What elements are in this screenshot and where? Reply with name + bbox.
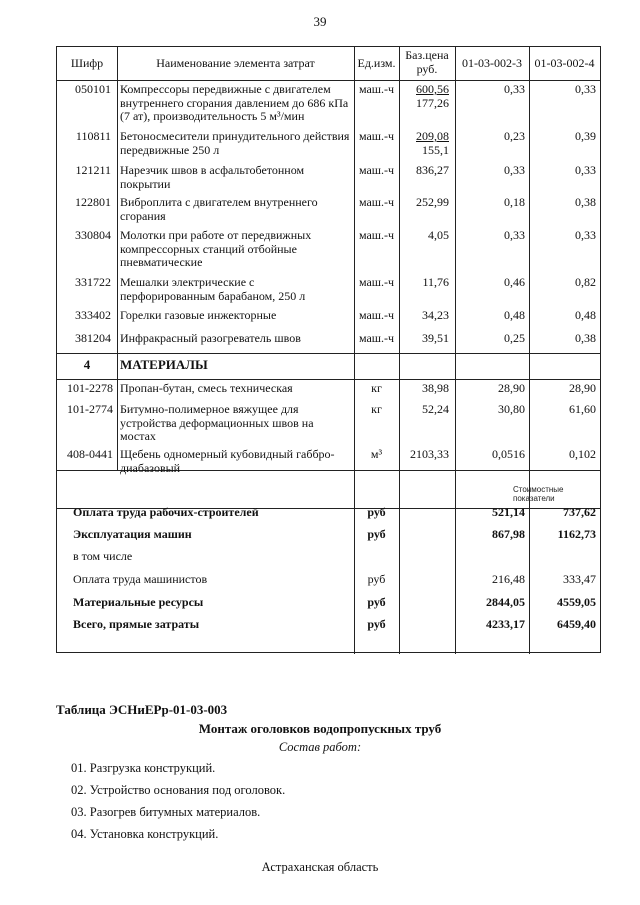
row-value-1: 0,48 xyxy=(504,308,525,322)
row-price: 52,24 xyxy=(422,402,449,416)
row-value-2: 0,48 xyxy=(575,308,596,322)
work-item: 03. Разогрев битумных материалов. xyxy=(71,805,261,819)
work-item: 01. Разгрузка конструкций. xyxy=(71,761,216,775)
row-name: Молотки при работе от передвижных компрессорных станций отбойные пневматические xyxy=(120,228,312,269)
summary-label: Оплата труда рабочих-строителей xyxy=(73,505,259,519)
row-price: 39,51 xyxy=(422,331,449,345)
row-value-1: 0,46 xyxy=(504,275,525,289)
row-name: Инфракрасный разогреватель швов xyxy=(120,331,301,345)
row-price: 4,05 xyxy=(428,228,449,242)
region-footer: Астраханская область xyxy=(261,860,379,874)
row-code: 331722 xyxy=(75,275,111,289)
row-name: Горелки газовые инжекторные xyxy=(120,308,277,322)
row-price: 11,76 xyxy=(422,275,449,289)
row-value-1: 0,33 xyxy=(504,82,525,96)
summary-value-1: 4233,17 xyxy=(486,617,525,631)
header-unit: Ед.изм. xyxy=(357,56,396,70)
row-name: Щебень одномерный кубовидный габбро-диабазовый xyxy=(120,447,335,475)
summary-label: в том числе xyxy=(73,549,133,563)
row-value-2: 0,102 xyxy=(569,447,596,461)
row-value-1: 0,0516 xyxy=(492,447,525,461)
row-value-2: 0,33 xyxy=(575,228,596,242)
row-name: Виброплита с двигателем внутреннего сгорания xyxy=(120,195,318,223)
row-code: 101-2278 xyxy=(67,381,113,395)
row-unit: кг xyxy=(371,402,382,416)
row-value-2: 61,60 xyxy=(569,402,596,416)
work-item: 04. Установка конструкций. xyxy=(71,827,219,841)
row-unit: маш.-ч xyxy=(358,308,395,322)
row-value-2: 0,38 xyxy=(575,331,596,345)
cost-table xyxy=(56,46,601,653)
row-unit: маш.-ч xyxy=(358,129,395,143)
summary-label: Эксплуатация машин xyxy=(73,527,192,541)
row-value-2: 28,90 xyxy=(569,381,596,395)
table-subtitle: Монтаж оголовков водопропускных труб xyxy=(198,721,442,736)
header-divider xyxy=(57,80,600,81)
row-value-1: 0,18 xyxy=(504,195,525,209)
summary-unit: руб xyxy=(367,617,386,631)
row-name: Бетоносмесители принудительного действия передвижные 250 л xyxy=(120,129,350,157)
cost-indicators-label: Стоимостные показатели xyxy=(513,485,564,503)
row-value-2: 0,38 xyxy=(575,195,596,209)
row-name: Компрессоры передвижные с двигателем внутреннего сгорания давлением до 686 кПа (7 ат), производительность 5 м³/мин xyxy=(120,82,349,123)
summary-unit: руб xyxy=(367,595,386,609)
row-unit: маш.-ч xyxy=(358,82,395,96)
page-number: 39 xyxy=(313,14,327,29)
row-price: 209,08 xyxy=(416,129,449,143)
summary-label: Оплата труда машинистов xyxy=(73,572,208,586)
row-value-1: 30,80 xyxy=(498,402,525,416)
row-name: Мешалки электрические с перфорированным барабаном, 250 л xyxy=(120,275,306,303)
row-value-1: 0,33 xyxy=(504,163,525,177)
row-price: 38,98 xyxy=(422,381,449,395)
works-title: Состав работ: xyxy=(278,740,362,754)
summary-value-2: 6459,40 xyxy=(557,617,596,631)
row-code: 121211 xyxy=(75,163,111,177)
summary-value-1: 2844,05 xyxy=(486,595,525,609)
row-unit: маш.-ч xyxy=(358,275,395,289)
row-code: 381204 xyxy=(75,331,111,345)
row-name: Нарезчик швов в асфальтобетонном покрытии xyxy=(120,163,305,191)
header-name: Наименование элемента затрат xyxy=(156,56,315,70)
summary-value-2: 1162,73 xyxy=(557,527,596,541)
row-name: Битумно-полимерное вяжущее для устройства деформационных швов на мостах xyxy=(120,402,314,443)
section-divider xyxy=(57,353,600,354)
row-value-1: 28,90 xyxy=(498,381,525,395)
row-value-2: 0,82 xyxy=(575,275,596,289)
summary-value-2: 4559,05 xyxy=(557,595,596,609)
header-col1: 01-03-002-3 xyxy=(462,56,522,70)
summary-unit: руб xyxy=(367,527,386,541)
row-price-secondary: 177,26 xyxy=(416,96,449,110)
col-divider xyxy=(117,47,118,470)
row-code: 101-2774 xyxy=(67,402,113,416)
work-item: 02. Устройство основания под оголовок. xyxy=(71,783,286,797)
row-unit: м³ xyxy=(370,447,383,461)
table-title: Таблица ЭСНиЕРр-01-03-003 xyxy=(56,702,228,717)
row-price: 600,56 xyxy=(416,82,449,96)
section-code: 4 xyxy=(83,357,91,372)
row-unit: маш.-ч xyxy=(358,228,395,242)
header-base-price: Баз.цена руб. xyxy=(405,48,449,76)
summary-value-2: 333,47 xyxy=(563,572,596,586)
row-code: 408-0441 xyxy=(67,447,113,461)
row-code: 110811 xyxy=(75,129,111,143)
section-divider xyxy=(57,379,600,380)
summary-label: Материальные ресурсы xyxy=(73,595,204,609)
row-price-secondary: 155,1 xyxy=(422,143,449,157)
row-code: 122801 xyxy=(75,195,111,209)
summary-unit: руб xyxy=(367,572,386,586)
row-value-1: 0,25 xyxy=(504,331,525,345)
row-code: 333402 xyxy=(75,308,111,322)
row-unit: маш.-ч xyxy=(358,195,395,209)
header-code: Шифр xyxy=(70,56,104,70)
summary-value-1: 216,48 xyxy=(492,572,525,586)
row-name: Пропан-бутан, смесь техническая xyxy=(120,381,293,395)
summary-value-1: 521,14 xyxy=(492,505,525,519)
summary-value-2: 737,62 xyxy=(563,505,596,519)
row-unit: кг xyxy=(371,381,382,395)
row-value-1: 0,33 xyxy=(504,228,525,242)
row-code: 050101 xyxy=(75,82,111,96)
section-name: МАТЕРИАЛЫ xyxy=(120,357,208,372)
row-value-2: 0,39 xyxy=(575,129,596,143)
row-price: 2103,33 xyxy=(410,447,449,461)
summary-value-1: 867,98 xyxy=(492,527,525,541)
row-unit: маш.-ч xyxy=(358,163,395,177)
row-price: 252,99 xyxy=(416,195,449,209)
row-unit: маш.-ч xyxy=(358,331,395,345)
row-value-2: 0,33 xyxy=(575,82,596,96)
row-price: 34,23 xyxy=(422,308,449,322)
row-value-1: 0,23 xyxy=(504,129,525,143)
summary-unit: руб xyxy=(367,505,386,519)
header-col2: 01-03-002-4 xyxy=(534,56,595,70)
row-price: 836,27 xyxy=(416,163,449,177)
row-value-2: 0,33 xyxy=(575,163,596,177)
row-code: 330804 xyxy=(75,228,111,242)
summary-label: Всего, прямые затраты xyxy=(73,617,200,631)
